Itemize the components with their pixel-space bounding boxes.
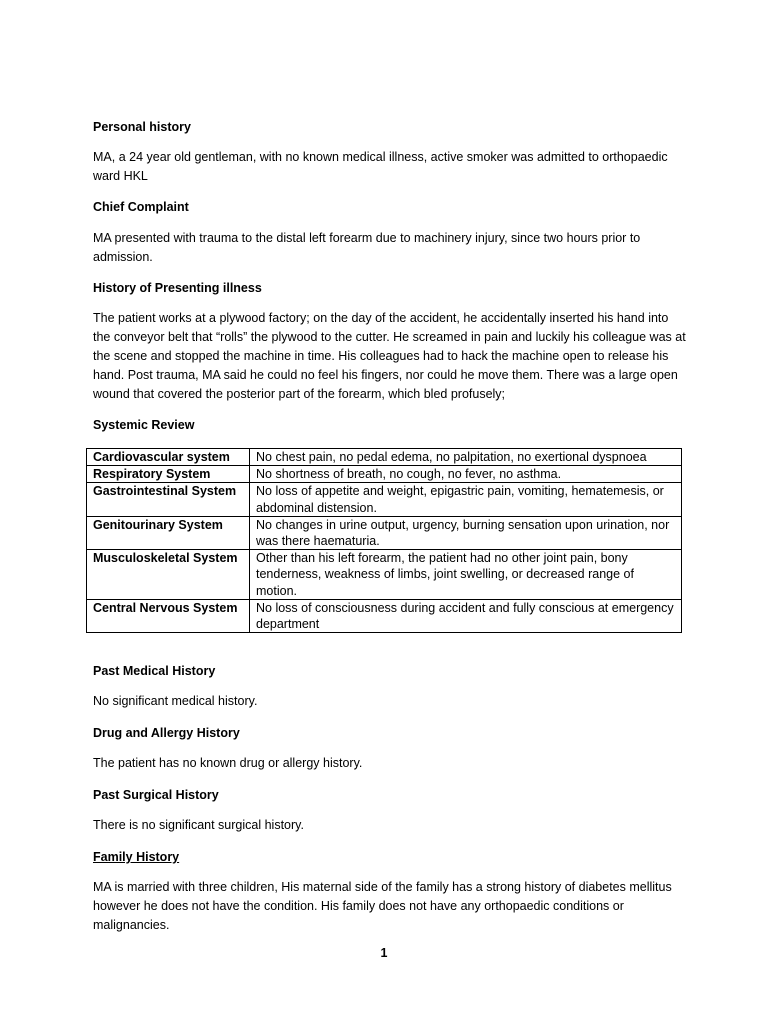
drug-allergy-text: The patient has no known drug or allergy history. xyxy=(93,756,363,770)
table-row xyxy=(87,483,682,516)
system-finding: No shortness of breath, no cough, no fever, no asthma. xyxy=(250,466,682,483)
family-history-heading: Family History xyxy=(93,850,180,864)
system-finding: No loss of appetite and weight, epigastric pain, vomiting, hematemesis, or abdominal distension. xyxy=(250,483,682,516)
system-name: Central Nervous System xyxy=(87,599,250,632)
presenting-illness-text: The patient works at a plywood factory; on the day of the accident, he accidentally inserted his hand into the conveyor belt that “rolls” the plywood to the cutter. He screamed in pain and luckily his colleague was at the scene and stopped the machine in time. His colleagues had to hack the machine open to release his hand. Post trauma, MA said he could no feel his fingers, nor could he move them. There was a large open wound that covered the posterior part of the forearm, which bled profusely; xyxy=(93,311,686,401)
past-medical-text: No significant medical history. xyxy=(93,694,258,708)
drug-allergy-heading: Drug and Allergy History xyxy=(93,726,240,740)
system-name: Genitourinary System xyxy=(87,516,250,549)
system-name: Gastrointestinal System xyxy=(87,483,250,516)
past-surgical-text: There is no significant surgical history. xyxy=(93,818,304,832)
table-row xyxy=(87,449,682,466)
past-surgical-heading: Past Surgical History xyxy=(93,788,219,802)
table-row xyxy=(87,516,682,549)
system-name: Cardiovascular system xyxy=(87,449,250,466)
systemic-review-heading: Systemic Review xyxy=(93,418,195,432)
system-finding: No chest pain, no pedal edema, no palpitation, no exertional dyspnoea xyxy=(250,449,682,466)
personal-history-text: MA, a 24 year old gentleman, with no known medical illness, active smoker was admitted to orthopaedic ward HKL xyxy=(93,150,668,183)
system-name: Musculoskeletal System xyxy=(87,550,250,600)
family-history-text: MA is married with three children, His maternal side of the family has a strong history of diabetes mellitus however he does not have the condition. His family does not have any orthopaedic conditions or malignancies. xyxy=(93,880,672,932)
system-finding: No changes in urine output, urgency, burning sensation upon urination, nor was there haematuria. xyxy=(250,516,682,549)
system-name: Respiratory System xyxy=(87,466,250,483)
system-finding: Other than his left forearm, the patient had no other joint pain, bony tenderness, weakness of limbs, joint swelling, or decreased range of motion. xyxy=(250,550,682,600)
systemic-review-table xyxy=(86,448,682,633)
presenting-illness-heading: History of Presenting illness xyxy=(93,281,262,295)
table-row xyxy=(87,466,682,483)
past-medical-heading: Past Medical History xyxy=(93,664,216,678)
table-row xyxy=(87,550,682,600)
personal-history-heading: Personal history xyxy=(93,120,191,134)
system-finding: No loss of consciousness during accident and fully conscious at emergency department xyxy=(250,599,682,632)
page-number: 1 xyxy=(380,946,388,960)
chief-complaint-text: MA presented with trauma to the distal left forearm due to machinery injury, since two hours prior to admission. xyxy=(93,231,641,264)
table-row xyxy=(87,599,682,632)
chief-complaint-heading: Chief Complaint xyxy=(93,200,189,214)
